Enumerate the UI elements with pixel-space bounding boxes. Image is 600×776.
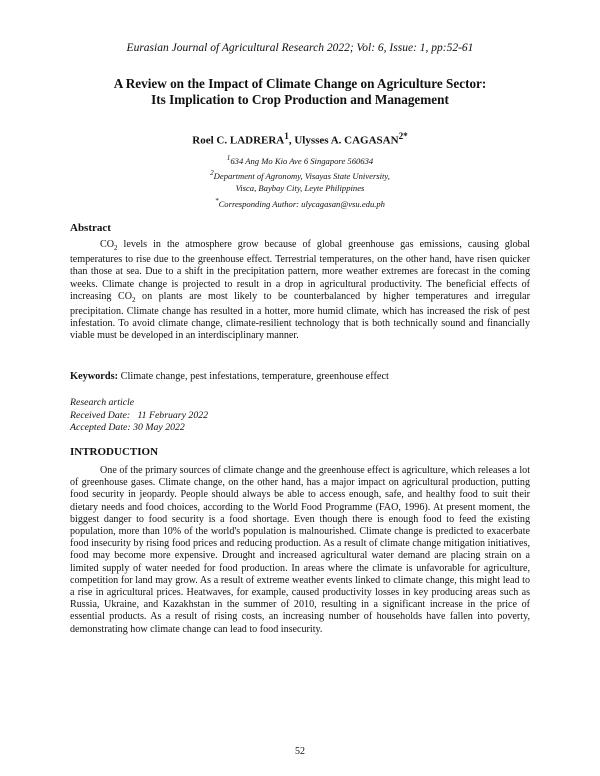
affiliation-1-text: 634 Ang Mo Kio Ave 6 Singapore 560634 [230, 155, 374, 166]
keywords [70, 371, 389, 382]
author-2-sup: 2* [398, 131, 408, 141]
article-type: Research article [70, 397, 135, 408]
author-separator: , [288, 134, 295, 147]
affiliations [0, 152, 600, 194]
introduction-heading: INTRODUCTION [70, 446, 159, 458]
abstract-co2-1: CO [100, 239, 115, 250]
corresponding-sup: * [215, 197, 219, 205]
received-date: Received Date: 11 February 2022 [70, 409, 209, 421]
keywords-label: Keywords: [70, 371, 119, 382]
keywords-list: Climate change, pest infestations, temperature, greenhouse effect [118, 371, 389, 382]
paper-title [60, 76, 540, 108]
corresponding-text: Corresponding Author: ulycagasan@vsu.edu.ph [218, 198, 385, 209]
article-meta [70, 397, 208, 435]
abstract-sub-2: 2 [132, 295, 136, 304]
affiliation-2-line-1: Department of Agronomy, Visayas State University, [213, 170, 390, 181]
title-line-1: A Review on the Impact of Climate Change on Agriculture Sector: [113, 76, 487, 91]
affiliation-2-cont: Visca, Baybay City, Leyte Philippines [235, 182, 365, 193]
introduction-body: One of the primary sources of climate change and the greenhouse effect is agriculture, which releases a lot of greenhouse gases. Climate change, on the other hand, has a major impact on agricultural production, putting food security in jeopardy. People should always be able to access enough, safe, and healthy food to suit their dietary needs and food choices, according to the World Food Programme (FAO, 1996). At present moment, the biggest danger to food security is a food shortage. Even though there is enough food to feed the existing population, more than 10% of the world's population is malnourished. Climate change is predicted to exacerbate food insecurity by rising food prices and reducing production. As a result of climate change mitigation initiatives, food may become more expensive. Drought and increased agricultural water demand are placing strain on a limited supply of water needed for food production. In areas where the climate is unfavorable for agriculture, competition for land may grow. As a result of extreme weather events linked to climate change, this might lead to a rise in agricultural prices. Heatwaves, for example, caused productivity losses in key producing areas such as Russia, Ukraine, and Kazakhstan in the summer of 2010, resulting in a significant increase in the price of essential products. As a result of rising costs, an increasing number of households have fallen into poverty, demonstrating how climate change can lead to food insecurity. [70, 465, 530, 635]
page-number: 52 [295, 746, 305, 757]
affiliation-2-sup: 2 [210, 168, 214, 177]
abstract-text-2: on plants are most likely to be counterbalanced by higher temperatures and irregular precipitation. Climate change has resulted in a hotter, more humid climate, which has increased the risk of pest infestation. To avoid climate change, climate-resilient technology that is both technically sound and financially viable must be developed in an interdisciplinary manner. [70, 290, 530, 342]
abstract-heading: Abstract [70, 222, 111, 234]
affiliation-2 [0, 167, 600, 182]
author-2: Ulysses A. CAGASAN [294, 134, 399, 147]
title-line-2: Its Implication to Crop Production and Management [151, 92, 449, 107]
journal-header: Eurasian Journal of Agricultural Research 2022; Vol: 6, Issue: 1, pp:52-61 [126, 42, 474, 54]
abstract-body [70, 239, 530, 343]
abstract-text-1: levels in the atmosphere grow because of global greenhouse gas emissions, causing global temperatures to rise due to the greenhouse effect. Terrestrial temperatures, on the other hand, have risen quicker than those at sea. Due to a shift in the precipitation pattern, more weather extremes are forecast in the coming weeks. Climate change is projected to result in a drop in agricultural productivity. The beneficial effects of increasing CO [70, 239, 530, 302]
affiliation-1-sup: 1 [226, 154, 231, 162]
author-1: Roel C. LADRERA [192, 134, 285, 147]
author-list [0, 131, 600, 147]
accepted-date: Accepted Date: 30 May 2022 [70, 422, 185, 433]
author-1-sup: 1 [284, 131, 289, 141]
affiliation-1 [0, 152, 600, 167]
abstract-sub-1: 2 [114, 244, 118, 253]
corresponding-author [0, 197, 600, 209]
